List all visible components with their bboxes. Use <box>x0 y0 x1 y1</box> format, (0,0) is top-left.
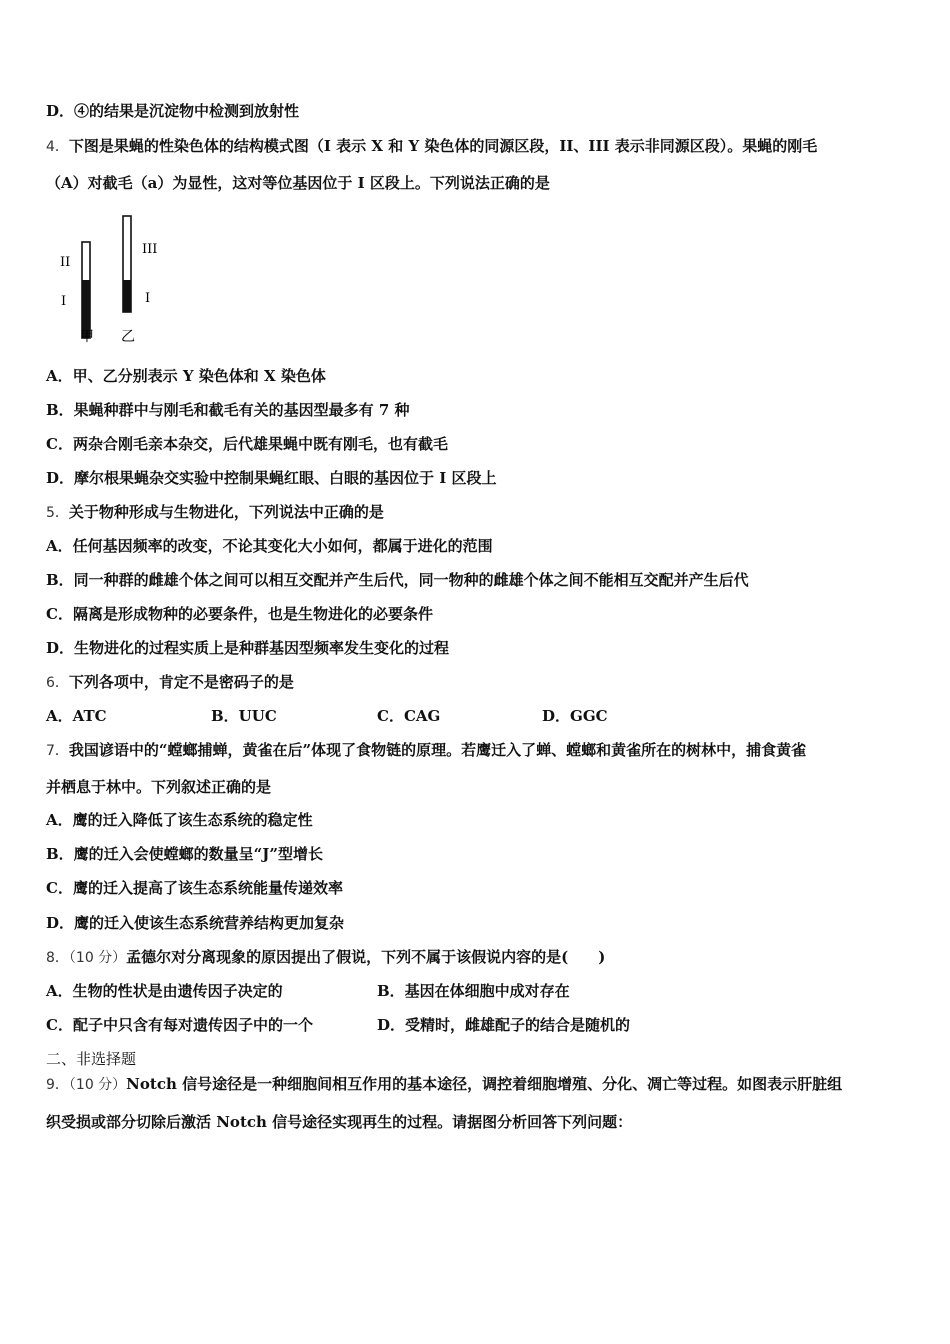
chromosome-figure <box>50 210 170 350</box>
q4-option-a: A．甲、乙分别表示 Y 染色体和 X 染色体 <box>46 367 326 385</box>
q8-option-b: B．基因在体细胞中成对存在 <box>377 982 570 1000</box>
q8-number: 8．（10 分） <box>46 950 127 966</box>
q5-number: 5． <box>46 505 69 521</box>
q7-option-a: A．鹰的迁入降低了该生态系统的稳定性 <box>46 811 313 829</box>
q5-option-d: D．生物进化的过程实质上是种群基因型频率发生变化的过程 <box>46 639 450 657</box>
q7-stem-line2: 并栖息于林中。下列叙述正确的是 <box>46 778 272 796</box>
q9-stem-line2: 织受损或部分切除后激活 Notch 信号途径实现再生的过程。请据图分析回答下列问题： <box>46 1113 633 1131</box>
chromosome-yi-region-i <box>123 280 131 312</box>
q6-stem: 6．下列各项中，肯定不是密码子的是 <box>46 673 294 691</box>
q8-stem: 8．（10 分）孟德尔对分离现象的原因提出了假说，下列不属于该假说内容的是( ) <box>46 948 606 966</box>
section-heading: 二、非选择题 <box>46 1050 137 1068</box>
q8-option-c: C．配子中只含有每对遗传因子中的一个 <box>46 1016 313 1034</box>
q7-option-c: C．鹰的迁入提高了该生态系统能量传递效率 <box>46 879 343 897</box>
q5-option-c: C．隔离是形成物种的必要条件，也是生物进化的必要条件 <box>46 605 433 623</box>
q7-option-b: B．鹰的迁入会使螳螂的数量呈“J”型增长 <box>46 845 324 863</box>
q9-number: 9．（10 分） <box>46 1077 127 1093</box>
caption-jia: 甲 <box>80 329 94 345</box>
q6-option-a: A．ATC <box>46 707 107 725</box>
label-i-right: I <box>145 291 151 306</box>
q7-option-d: D．鹰的迁入使该生态系统营养结构更加复杂 <box>46 914 345 932</box>
q5-stem: 5．关于物种形成与生物进化，下列说法中正确的是 <box>46 503 384 521</box>
q6-option-c: C．CAG <box>377 707 441 725</box>
q4-number: 4． <box>46 139 69 155</box>
q9-stem-line1: 9．（10 分）Notch 信号途径是一种细胞间相互作用的基本途径，调控着细胞增殖、分化、凋亡等过程。如图表示肝脏组 <box>46 1075 843 1093</box>
q5-option-b: B．同一种群的雌雄个体之间可以相互交配并产生后代，同一物种的雌雄个体之间不能相互交配并产生后代 <box>46 571 749 589</box>
q8-option-a: A．生物的性状是由遗传因子决定的 <box>46 982 283 1000</box>
q6-number: 6． <box>46 675 69 691</box>
label-i-left: I <box>61 294 67 309</box>
q7-stem-line1: 7．我国谚语中的“螳螂捕蝉，黄雀在后”体现了食物链的原理。若鹰迁入了蝉、螳螂和黄雀所在的树林中，捕食黄雀 <box>46 741 807 759</box>
q4-stem-line1: 4．下图是果蝇的性染色体的结构模式图（I 表示 X 和 Y 染色体的同源区段，II、III 表示非同源区段）。果蝇的刚毛 <box>46 137 818 155</box>
label-iii: III <box>142 242 158 257</box>
q6-option-b: B．UUC <box>211 707 277 725</box>
label-ii: II <box>60 255 71 270</box>
q4-option-c: C．两杂合刚毛亲本杂交，后代雄果蝇中既有刚毛，也有截毛 <box>46 435 448 453</box>
q6-option-d: D．GGC <box>542 707 608 725</box>
q3-option-d: D．④的结果是沉淀物中检测到放射性 <box>46 102 300 120</box>
q4-option-d: D．摩尔根果蝇杂交实验中控制果蝇红眼、白眼的基因位于 I 区段上 <box>46 469 497 487</box>
caption-yi: 乙 <box>121 329 135 345</box>
q5-option-a: A．任何基因频率的改变，不论其变化大小如何，都属于进化的范围 <box>46 537 493 555</box>
q7-number: 7． <box>46 743 69 759</box>
q4-stem-line2: （A）对截毛（a）为显性，这对等位基因位于 I 区段上。下列说法正确的是 <box>46 174 550 192</box>
q4-option-b: B．果蝇种群中与刚毛和截毛有关的基因型最多有 7 种 <box>46 401 410 419</box>
q8-option-d: D．受精时，雌雄配子的结合是随机的 <box>377 1016 631 1034</box>
